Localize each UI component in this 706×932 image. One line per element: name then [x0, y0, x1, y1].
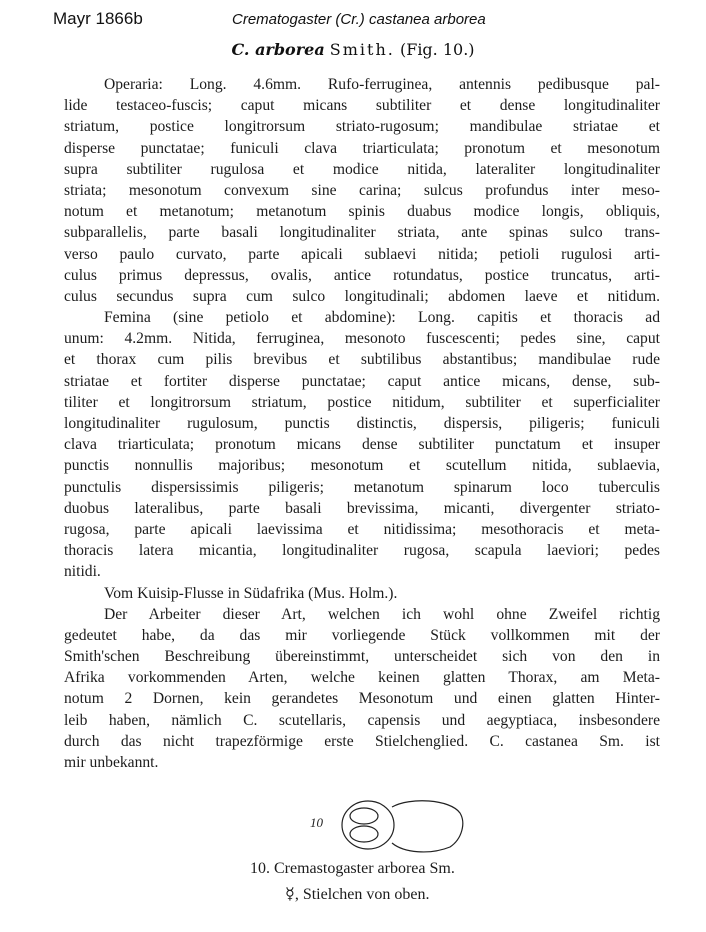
- text-line: verso paulo curvato, parte apicali sublaevi nitida; petioli rugulosi arti-: [64, 245, 660, 263]
- figure-number: 10: [310, 815, 323, 830]
- text-line: striatum, postice longitrorsum striato-rugosum; mandibulae striatae et: [64, 118, 660, 136]
- petiole-illustration: [300, 795, 480, 855]
- petiole-node-upper: [350, 808, 378, 824]
- species-name: C. arborea: [231, 40, 325, 59]
- text-line: durch das nicht trapezförmige erste Stielchenglied. C. castanea Sm. ist: [64, 732, 660, 750]
- text-line: punctis nonnullis majoribus; mesonotum et scutellum nitida, sublaevia,: [64, 457, 660, 475]
- text-line: supra subtiliter rugulosa et modice nitida, lateraliter longitudinaliter: [64, 160, 660, 178]
- text-line: unum: 4.2mm. Nitida, ferruginea, mesonoto fuscescenti; pedes sine, caput: [64, 330, 660, 348]
- text-line: Smith'schen Beschreibung übereinstimmt, unterscheidet sich von den in: [64, 648, 660, 666]
- text-line: disperse punctatae; funiculi clava triarticulata; pronotum et mesonotum: [64, 139, 660, 157]
- species-title: [0, 40, 706, 59]
- text-line: gedeutet habe, da das mir vorliegende Stück vollkommen mit der: [64, 626, 660, 644]
- description-text: [64, 74, 660, 773]
- text-line: duobus lateralibus, parte basali brevissima, micanti, divergenter striato-: [64, 499, 660, 517]
- text-line: Afrika vorkommenden Arten, welche keinen glatten Thorax, am Meta-: [64, 669, 660, 687]
- species-author: Smith.: [329, 40, 395, 59]
- text-line: nitidi.: [64, 563, 101, 581]
- text-line: striatae et fortiter disperse punctatae; caput antice micans, dense, sub-: [64, 372, 660, 390]
- petiole-node-lower: [350, 826, 378, 842]
- text-line: Operaria: Long. 4.6mm. Rufo-ferruginea, antennis pedibusque pal-: [104, 76, 660, 93]
- text-line: clava triarticulata; pronotum micans dense subtiliter punctatum et insuper: [64, 436, 660, 454]
- figure-caption-line1: 10. Cremastogaster arborea Sm.: [250, 860, 455, 877]
- text-line: punctulis dispersissimis piligeris; metanotum spinarum loco tuberculis: [64, 478, 660, 496]
- header-left-label: Mayr 1866b: [53, 9, 143, 28]
- figure-reference: (Fig. 10.): [399, 40, 475, 59]
- header-right-label: Crematogaster (Cr.) castanea arborea: [232, 11, 486, 28]
- text-line: notum et metanotum; metanotum spinis duabus modice longis, obliquis,: [64, 203, 660, 221]
- figure-caption-line2: ☿, Stielchen von oben.: [285, 886, 430, 903]
- text-line: et thorax cum pilis brevibus et subtilibus abstantibus; mandibulae rude: [64, 351, 660, 369]
- text-line: subparallelis, parte basali longitudinaliter striata, ante spinas sulco trans-: [64, 224, 660, 242]
- text-line: thoracis latera micantia, longitudinaliter rugosa, scapula laeviori; pedes: [64, 542, 660, 560]
- text-line: notum 2 Dornen, kein gerandetes Mesonotum und einen glatten Hinter-: [64, 690, 660, 708]
- text-line: culus primus depressus, ovalis, antice rotundatus, postice truncatus, arti-: [64, 266, 660, 284]
- text-line: lide testaceo-fuscis; caput micans subtiliter et dense longitudinaliter: [64, 97, 660, 115]
- text-line: Vom Kuisip-Flusse in Südafrika (Mus. Holm.).: [104, 584, 398, 602]
- text-line: Femina (sine petiolo et abdomine): Long. capitis et thoracis ad: [104, 309, 660, 327]
- postpetiole-outline: [392, 801, 463, 852]
- text-line: tiliter et longitrorsum striatum, postice nitidum, subtiliter et superficialiter: [64, 393, 660, 411]
- text-line: striata; mesonotum convexum sine carina; sulcus profundus inter meso-: [64, 181, 660, 199]
- text-line: Der Arbeiter dieser Art, welchen ich wohl ohne Zweifel richtig: [104, 605, 660, 623]
- text-line: longitudinaliter rugulosum, punctis distinctis, dispersis, piligeris; funiculi: [64, 415, 660, 432]
- text-line: culus secundus supra cum sulco longitudinali; abdomen laeve et nitidum.: [64, 287, 660, 305]
- text-line: rugosa, parte apicali laevissima et nitidissima; mesothoracis et meta-: [64, 520, 660, 538]
- text-line: leib haben, nämlich C. scutellaris, capensis und aegyptiaca, insbesondere: [64, 711, 660, 729]
- text-line: mir unbekannt.: [64, 754, 159, 771]
